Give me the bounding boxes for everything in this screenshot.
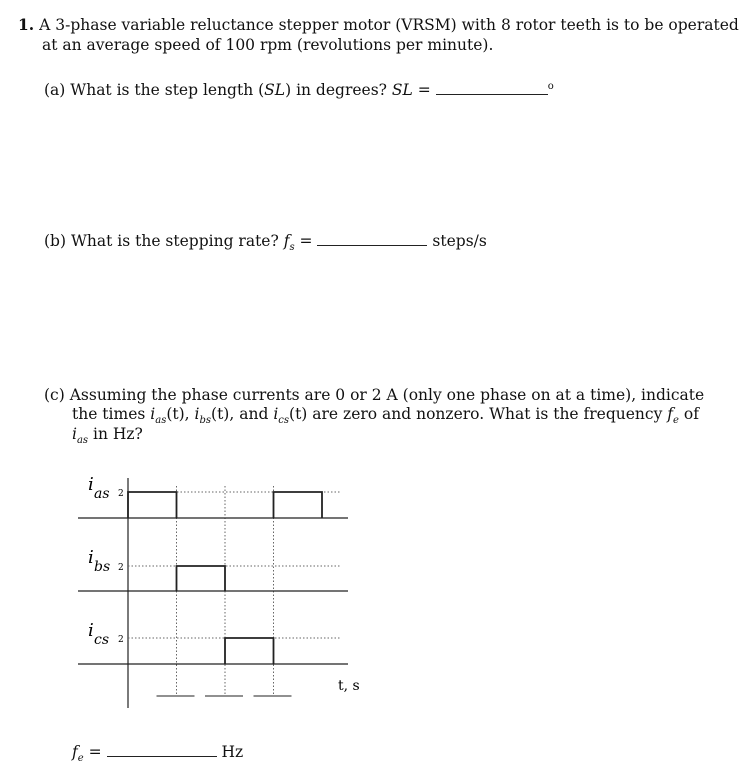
degree-symbol: o	[547, 81, 554, 92]
row-label-sub: cs	[94, 632, 110, 648]
fe-sub: e	[673, 415, 679, 427]
part-a-answer-blank[interactable]	[436, 80, 548, 95]
part-c-label: (c)	[44, 386, 65, 404]
part-a-label: (a)	[44, 81, 66, 100]
part-a-var: SL	[264, 81, 286, 100]
t-axis-label: t, s	[338, 678, 360, 694]
part-a-equals: =	[417, 81, 431, 100]
part-c-line2-c: are zero and nonzero. What is the frequency	[312, 405, 663, 423]
final-equals: =	[88, 743, 102, 761]
row-label: i	[88, 474, 94, 495]
part-b	[44, 231, 487, 258]
part-c-line2-d: of	[683, 405, 699, 423]
i-as-sub: as	[155, 415, 167, 427]
func-t-2: (t),	[211, 405, 235, 423]
current-pulse	[128, 492, 177, 518]
func-t-1: (t),	[166, 405, 190, 423]
current-pulse	[225, 638, 274, 664]
part-a-answer-var: SL	[391, 81, 413, 100]
i-bs-sub: bs	[199, 415, 212, 427]
part-c-line-1	[44, 385, 704, 405]
part-c-line2-a: the times	[72, 405, 146, 423]
level-label: 2	[118, 635, 124, 645]
row-label-sub: bs	[94, 559, 111, 575]
final-sub: e	[77, 753, 84, 765]
question-number: 1.	[18, 15, 35, 34]
intro-line-1: A 3-phase variable reluctance stepper motor (VRSM) with 8 rotor teeth is to be operated	[39, 16, 739, 34]
part-c-line2-b: and	[239, 405, 269, 423]
part-a-text: What is the step length (	[70, 81, 265, 100]
level-label: 2	[118, 563, 124, 573]
part-c-line-3	[72, 424, 143, 451]
i-cs-main: i	[273, 405, 279, 423]
i-as-main-2: i	[72, 425, 77, 443]
part-a-text2: ) in degrees?	[285, 81, 387, 100]
row-label: i	[88, 547, 94, 568]
timing-grid	[128, 478, 274, 708]
question-intro	[18, 15, 739, 35]
i-cs-sub: cs	[278, 415, 290, 427]
timing-rows	[78, 474, 348, 664]
timing-diagram	[0, 460, 400, 720]
i-as-main: i	[150, 405, 156, 423]
part-b-unit: steps/s	[432, 232, 487, 250]
current-pulse	[177, 566, 226, 591]
part-b-label: (b)	[44, 232, 67, 250]
part-a	[44, 77, 554, 100]
part-b-answer-sub: s	[289, 242, 295, 254]
fe-main: f	[667, 405, 674, 423]
row-label: i	[88, 620, 94, 641]
i-as-sub-2: as	[76, 435, 89, 447]
final-unit: Hz	[221, 743, 244, 761]
intro-line-2: at an average speed of 100 rpm (revolutions per minute).	[42, 36, 494, 54]
func-t-3: (t)	[289, 405, 308, 423]
part-c-line1-text: Assuming the phase currents are 0 or 2 A (only one phase on at a time), indicate	[69, 386, 705, 404]
level-label: 2	[118, 489, 124, 499]
part-b-text: What is the stepping rate?	[70, 232, 279, 250]
current-pulse	[274, 492, 323, 518]
part-b-equals: =	[299, 232, 313, 250]
part-c-line3-text: in Hz?	[93, 425, 143, 443]
final-answer	[72, 742, 243, 769]
final-answer-blank[interactable]	[107, 742, 217, 757]
i-bs-main: i	[194, 405, 200, 423]
row-label-sub: as	[94, 486, 110, 502]
final-var: f	[72, 743, 78, 761]
part-c-line-2	[72, 404, 699, 431]
part-b-answer-var: f	[283, 232, 290, 250]
part-b-answer-blank[interactable]	[317, 231, 427, 246]
